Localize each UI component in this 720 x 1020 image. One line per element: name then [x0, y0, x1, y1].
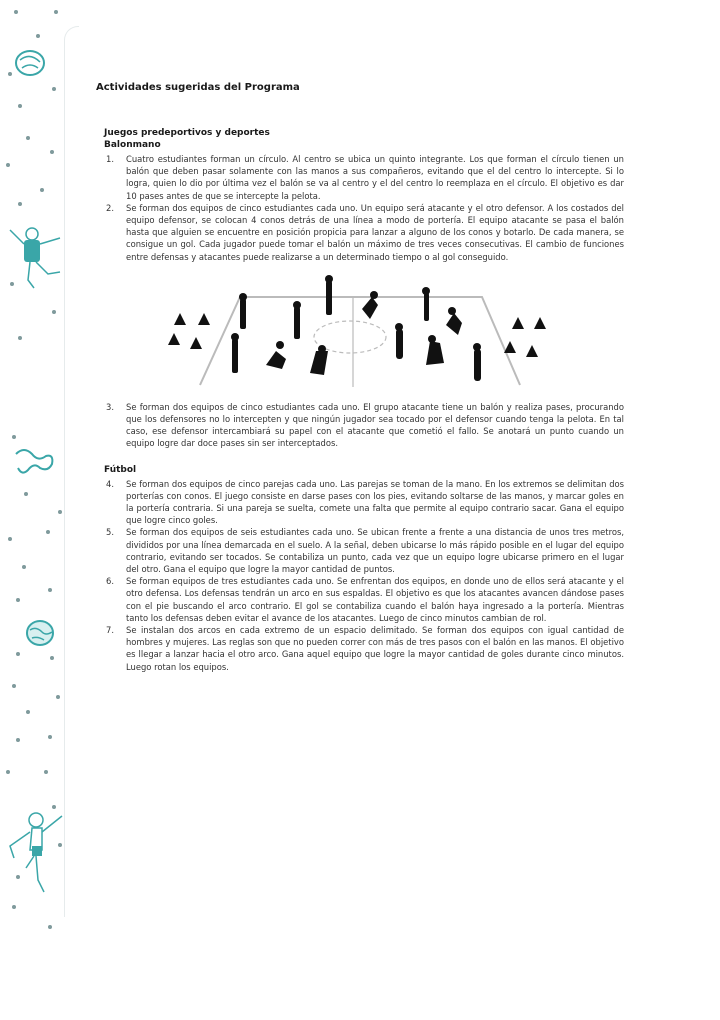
globe-ball-icon — [24, 618, 56, 648]
list-item: 7. Se instalan dos arcos en cada extremo de un espacio delimitado. Se forman dos equipos con igual cantidad de hombres y mujeres. Las reglas son que no pueden correr con más de tres pasos con el balón en las manos. El objetivo es llegar a lanzar hacia el otro arco. Gana aquel equipo que logre la mayor cantidad de goles durante cinco minutos. Luego rotan los equipos. — [106, 625, 624, 672]
field-players-image — [96, 269, 624, 397]
list-item: 4. Se forman dos equipos de cinco parejas cada uno. Las parejas se toman de la mano. En los extremos se delimitan dos porterías con conos. El juego consiste en darse pases con los pies, evitando soltarse de las manos, y marcar goles en la portería contraria. Si una pareja se suelta, comete una falta que permite al equipo contrario sacar. Gana el equipo que logre cinco goles. — [106, 478, 624, 526]
page-title: Actividades sugeridas del Programa — [96, 82, 300, 93]
runner-figure-icon — [4, 806, 70, 906]
swirl-doodle-icon — [12, 446, 56, 480]
list-item: 3. Se forman dos equipos de cinco estudiantes cada uno. El grupo atacante tiene un balón y realiza pases, procurando que los defensores no lo intercepten y que ningún jugador sea tocado por el defensor cuando tenga la pelota. En tal caso, ese defensor intercambiará su papel con el atacante que cometió el fallo. Se anotará un punto cuando un equipo logre dar doce pases sin ser interceptados. — [106, 401, 624, 449]
section-heading: Juegos predeportivos y deportes — [104, 128, 270, 138]
ball-doodle-icon — [12, 46, 48, 80]
child-figure-icon — [4, 222, 64, 302]
list-item: 6. Se forman equipos de tres estudiantes cada uno. Se enfrentan dos equipos, en donde uno de ellos será atacante y el otro defensa. Los defensas tendrán un arco en sus espaldas. El objetivo es que los atacantes avancen dándose pases con el pie buscando el arco contrario. El gol se contabiliza cuando el balón haya ingresado a la portería. Mientras tanto los defensas deben evitar el avance de los atacantes. Luego de cinco minutos cambian de rol. — [106, 576, 624, 623]
subsection-heading-futbol: Fútbol — [104, 464, 137, 475]
activity-list-balonmano-cont — [96, 401, 624, 450]
list-item: 1. Cuatro estudiantes forman un círculo. Al centro se ubica un quinto integrante. Los que forman el círculo tienen un balón que deben pasar solamente con las manos a sus compañeros, evitando que el del centro lo intercepte. Si lo logra, quien lo dio por última vez el balón se va al centro y el del centro lo reemplaza en el círculo. El objetivo es dar 10 pases antes de que se intercepte la pelota. — [106, 154, 624, 201]
field-illustration — [96, 269, 624, 397]
activity-list-futbol — [96, 478, 624, 673]
list-item: 2. Se forman dos equipos de cinco estudiantes cada uno. Un equipo será atacante y el otro defensor. A los costados del equipo defensor, se colocan 4 conos detrás de una línea a modo de portería. El equipo atacante se pasa el balón hasta que alguien se encuentre en posición propicia para lanzar a alguno de los conos y botarlo. De cada manera, se consigue un gol. Cada jugador puede tomar el balón un máximo de tres veces consecutivas. El cambio de funciones entre defensas y atacantes puede realizarse a un determinado tiempo o al gol conseguido. — [106, 202, 624, 262]
list-item: 5. Se forman dos equipos de seis estudiantes cada uno. Se ubican frente a frente a una distancia de unos tres metros, divididos por una línea demarcada en el suelo. A la señal, deben ubicarse lo más rápido posible en el lugar del equipo contrario, evitando ser tocados. Se contabiliza un punto, cada vez que un equipo logre ubicarse primero en el lugar del otro. Gana el equipo que logre la mayor cantidad de puntos. — [106, 527, 624, 575]
page-margin-border — [64, 26, 79, 917]
activity-list-balonmano — [96, 153, 624, 263]
subsection-heading-balonmano: Balonmano — [104, 140, 161, 150]
document-body — [96, 82, 624, 673]
